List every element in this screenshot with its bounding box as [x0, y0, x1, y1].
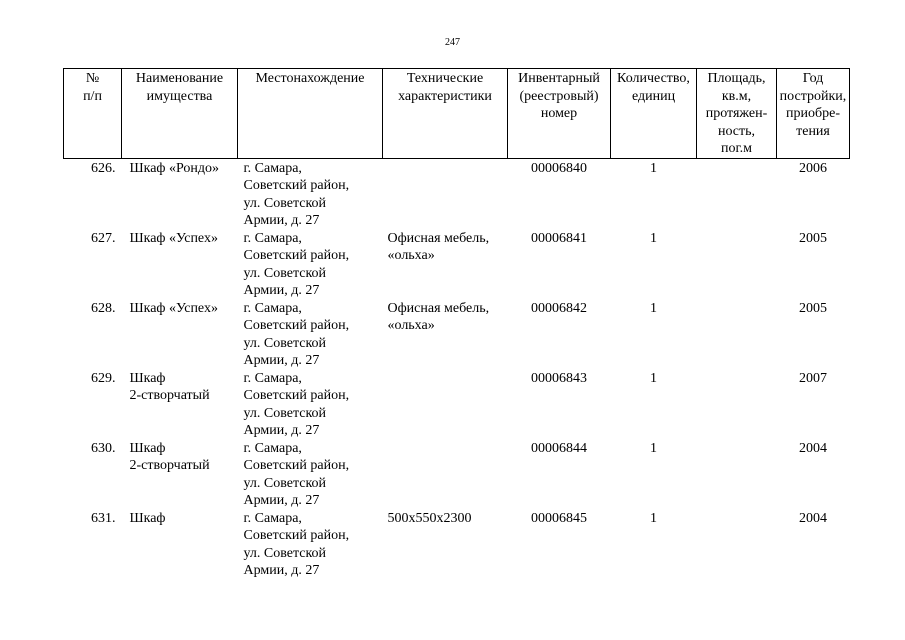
item-area	[697, 158, 777, 230]
header-quantity: Количество, единиц	[611, 69, 697, 159]
item-location: г. Самара, Советский район, ул. Советской Армии, д. 27	[243, 440, 350, 508]
item-tech-specs	[383, 370, 508, 440]
header-name: Наименование имущества	[122, 69, 238, 159]
item-name: Шкаф «Рондо»	[129, 160, 220, 176]
item-area	[697, 510, 777, 580]
item-inventory-number: 00006843	[531, 370, 587, 386]
item-tech-specs	[383, 440, 508, 510]
row-number: 628.	[91, 300, 116, 316]
header-number: № п/п	[64, 69, 122, 159]
item-tech-specs: Офисная мебель, «ольха»	[387, 300, 490, 333]
table-row	[64, 300, 850, 370]
item-tech-specs	[383, 158, 508, 230]
table-row	[64, 158, 850, 230]
item-quantity: 1	[650, 510, 657, 526]
item-quantity: 1	[650, 160, 657, 176]
item-inventory-number: 00006840	[531, 160, 587, 176]
item-location: г. Самара, Советский район, ул. Советской Армии, д. 27	[243, 300, 350, 368]
item-name: Шкаф «Успех»	[129, 300, 218, 316]
page-number: 247	[445, 37, 460, 48]
row-number: 627.	[91, 230, 116, 246]
item-inventory-number: 00006841	[531, 230, 587, 246]
header-area: Площадь, кв.м, протяжен- ность, пог.м	[697, 69, 777, 159]
item-location: г. Самара, Советский район, ул. Советской Армии, д. 27	[243, 370, 350, 438]
header-tech-specs: Технические характеристики	[383, 69, 508, 159]
row-number: 626.	[91, 160, 116, 176]
item-area	[697, 300, 777, 370]
item-inventory-number: 00006845	[531, 510, 587, 526]
table-header-row	[64, 69, 850, 159]
row-number: 630.	[91, 440, 116, 456]
item-year: 2005	[799, 230, 827, 246]
item-year: 2005	[799, 300, 827, 316]
property-registry-table	[63, 68, 850, 580]
row-number: 629.	[91, 370, 116, 386]
item-location: г. Самара, Советский район, ул. Советской Армии, д. 27	[243, 160, 350, 228]
item-name: Шкаф 2-створчатый	[129, 370, 210, 403]
item-location: г. Самара, Советский район, ул. Советской Армии, д. 27	[243, 510, 350, 578]
item-tech-specs: 500x550x2300	[387, 510, 472, 526]
item-quantity: 1	[650, 230, 657, 246]
item-area	[697, 440, 777, 510]
item-area	[697, 230, 777, 300]
table-row	[64, 510, 850, 580]
item-location: г. Самара, Советский район, ул. Советской Армии, д. 27	[243, 230, 350, 298]
row-number: 631.	[91, 510, 116, 526]
header-year: Год постройки, приобре- тения	[777, 69, 850, 159]
table-row	[64, 440, 850, 510]
item-area	[697, 370, 777, 440]
item-year: 2007	[799, 370, 827, 386]
item-year: 2004	[799, 510, 827, 526]
item-inventory-number: 00006844	[531, 440, 587, 456]
table-row	[64, 230, 850, 300]
item-quantity: 1	[650, 370, 657, 386]
item-year: 2004	[799, 440, 827, 456]
item-year: 2006	[799, 160, 827, 176]
item-name: Шкаф «Успех»	[129, 230, 218, 246]
item-tech-specs: Офисная мебель, «ольха»	[387, 230, 490, 263]
item-name: Шкаф 2-створчатый	[129, 440, 210, 473]
table-row	[64, 370, 850, 440]
item-quantity: 1	[650, 440, 657, 456]
item-quantity: 1	[650, 300, 657, 316]
header-location: Местонахождение	[238, 69, 383, 159]
header-inventory-number: Инвентарный (реестровый) номер	[508, 69, 611, 159]
item-inventory-number: 00006842	[531, 300, 587, 316]
item-name: Шкаф	[129, 510, 166, 526]
